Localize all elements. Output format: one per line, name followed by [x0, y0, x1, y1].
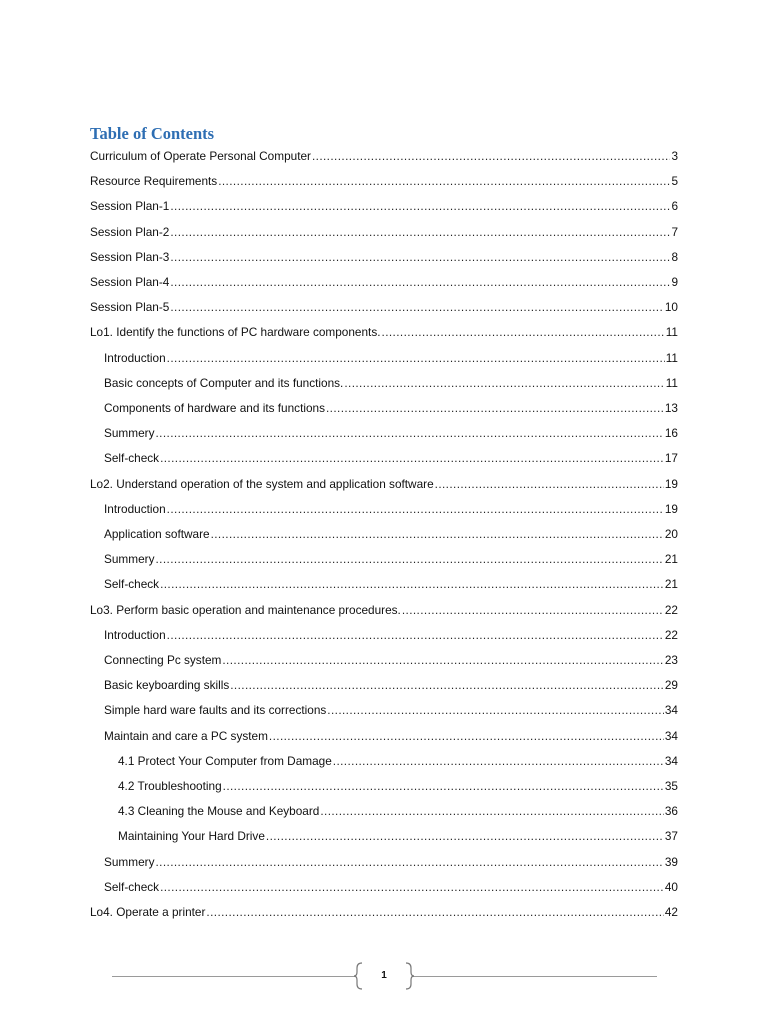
toc-entry-text: Session Plan-3 — [90, 249, 170, 264]
toc-entry-text: Introduction — [104, 350, 166, 365]
toc-entry-page: 6 — [671, 199, 678, 214]
toc-entry[interactable] — [104, 448, 678, 468]
toc-dot-leader — [344, 373, 664, 393]
toc-dot-leader — [170, 196, 670, 216]
toc-entry[interactable] — [90, 600, 678, 620]
toc-dot-leader — [170, 297, 664, 317]
toc-entry[interactable] — [90, 146, 678, 166]
toc-entry-page: 17 — [664, 451, 678, 466]
toc-dot-leader — [160, 448, 664, 468]
toc-dot-leader — [326, 398, 664, 418]
toc-entry-text: Lo1. Identify the functions of PC hardware components. — [90, 325, 381, 340]
toc-entry-page: 29 — [664, 678, 678, 693]
footer-rule-left — [112, 976, 356, 977]
toc-entry-text: 4.3 Cleaning the Mouse and Keyboard — [118, 804, 320, 819]
toc-dot-leader — [206, 902, 663, 922]
toc-entry-page: 8 — [671, 249, 678, 264]
toc-entry[interactable] — [104, 700, 678, 720]
toc-entry-page: 21 — [664, 552, 678, 567]
toc-entry[interactable] — [104, 549, 678, 569]
toc-dot-leader — [167, 499, 664, 519]
toc-entry-text: Session Plan-2 — [90, 224, 170, 239]
toc-dot-leader — [320, 801, 664, 821]
toc-entry[interactable] — [104, 625, 678, 645]
toc-entry-text: Maintain and care a PC system — [104, 728, 268, 743]
toc-entry[interactable] — [104, 675, 678, 695]
toc-entry-text: Simple hard ware faults and its corrections — [104, 703, 327, 718]
toc-dot-leader — [218, 171, 670, 191]
toc-entry-page: 7 — [671, 224, 678, 239]
toc-entry-text: Lo2. Understand operation of the system and application software — [90, 476, 434, 491]
toc-entry-page: 13 — [664, 401, 678, 415]
toc-entry-text: Introduction — [104, 627, 166, 642]
toc-entry-text: Summery — [104, 552, 155, 567]
toc-title: Table of Contents — [90, 124, 215, 143]
toc-entry[interactable] — [90, 272, 678, 292]
toc-entry[interactable] — [90, 171, 678, 191]
toc-entry-page: 3 — [671, 149, 678, 163]
toc-entry[interactable] — [90, 222, 678, 242]
toc-entry-text: Basic keyboarding skills — [104, 678, 230, 693]
toc-entry-page: 36 — [664, 804, 678, 819]
toc-entry[interactable] — [90, 247, 678, 267]
toc-dot-leader — [266, 826, 664, 846]
page-number-bracket — [354, 962, 414, 990]
toc-entry[interactable] — [104, 524, 678, 544]
toc-entry[interactable] — [118, 751, 678, 771]
page-number: 1 — [381, 970, 387, 981]
toc-entry-page: 11 — [665, 350, 678, 365]
toc-entry[interactable] — [90, 902, 678, 922]
toc-entry[interactable] — [118, 801, 678, 821]
toc-entry-text: Session Plan-1 — [90, 199, 170, 214]
toc-entry-page: 20 — [664, 527, 678, 541]
toc-dot-leader — [167, 348, 665, 368]
toc-entry[interactable] — [90, 297, 678, 317]
toc-entry-text: Connecting Pc system — [104, 653, 222, 667]
toc-dot-leader — [269, 726, 664, 746]
toc-entry-page: 34 — [664, 728, 678, 743]
toc-entry[interactable] — [104, 650, 678, 670]
toc-entry-text: Lo3. Perform basic operation and maintenance procedures. — [90, 602, 401, 617]
toc-entry[interactable] — [90, 196, 678, 216]
toc-entry-page: 35 — [664, 779, 678, 793]
toc-entry[interactable] — [104, 373, 678, 393]
toc-entry-page: 19 — [664, 501, 678, 516]
toc-dot-leader — [223, 776, 664, 796]
toc-entry-page: 5 — [671, 174, 678, 189]
toc-entry-page: 19 — [664, 476, 678, 491]
toc-entry-text: Summery — [104, 854, 155, 869]
toc-entry-text: Components of hardware and its functions — [104, 401, 325, 415]
toc-entry-page: 34 — [664, 753, 678, 768]
toc-entry-text: Lo4. Operate a printer — [90, 905, 206, 919]
toc-dot-leader — [155, 549, 663, 569]
toc-entry[interactable] — [104, 499, 678, 519]
toc-entry-page: 34 — [664, 703, 678, 718]
toc-entry-page: 11 — [665, 325, 678, 340]
toc-entry[interactable] — [118, 826, 678, 846]
toc-entry-text: Self-check — [104, 451, 160, 466]
toc-entry[interactable] — [90, 322, 678, 342]
toc-entry-text: Introduction — [104, 501, 166, 516]
toc-entry-text: Summery — [104, 426, 155, 441]
toc-entry[interactable] — [104, 726, 678, 746]
footer-rule-right — [412, 976, 657, 977]
toc-entry-text: Maintaining Your Hard Drive — [118, 829, 265, 844]
toc-entry-page: 22 — [664, 602, 678, 617]
toc-entry-page: 37 — [664, 829, 678, 844]
toc-entry[interactable] — [104, 574, 678, 594]
toc-entry[interactable] — [104, 852, 678, 872]
toc-dot-leader — [402, 600, 664, 620]
toc-entry[interactable] — [90, 474, 678, 494]
toc-entry[interactable] — [104, 348, 678, 368]
toc-dot-leader — [382, 322, 665, 342]
toc-dot-leader — [230, 675, 664, 695]
toc-entry-page: 21 — [664, 577, 678, 592]
toc-entry[interactable] — [118, 776, 678, 796]
toc-dot-leader — [160, 877, 664, 897]
toc-dot-leader — [312, 146, 670, 166]
toc-dot-leader — [170, 247, 670, 267]
toc-entry-page: 10 — [664, 300, 678, 315]
toc-entry-text: Curriculum of Operate Personal Computer — [90, 149, 311, 163]
toc-dot-leader — [435, 474, 664, 494]
toc-entry[interactable] — [104, 877, 678, 897]
toc-dot-leader — [155, 423, 663, 443]
toc-dot-leader — [327, 700, 664, 720]
toc-entry-text: 4.2 Troubleshooting — [118, 779, 222, 793]
toc-entry-text: Self-check — [104, 879, 160, 894]
toc-dot-leader — [211, 524, 664, 544]
toc-entry-text: Resource Requirements — [90, 174, 218, 189]
toc-dot-leader — [167, 625, 664, 645]
toc-entry-text: Session Plan-5 — [90, 300, 170, 315]
toc-entry-text: Self-check — [104, 577, 160, 592]
toc-entry-page: 9 — [671, 275, 678, 289]
toc-entry-text: 4.1 Protect Your Computer from Damage — [118, 753, 332, 768]
toc-dot-leader — [160, 574, 664, 594]
toc-entry[interactable] — [104, 423, 678, 443]
toc-entry-page: 23 — [664, 653, 678, 667]
toc-entry-page: 16 — [664, 426, 678, 441]
toc-entry-text: Basic concepts of Computer and its functions. — [104, 375, 344, 390]
toc-dot-leader — [155, 852, 663, 872]
toc-dot-leader — [170, 222, 670, 242]
toc-entry-page: 22 — [664, 627, 678, 642]
toc-entry-page: 11 — [665, 375, 678, 390]
toc-dot-leader — [333, 751, 664, 771]
toc-entry[interactable] — [104, 398, 678, 418]
toc-entry-page: 39 — [664, 854, 678, 869]
toc-entry-text: Session Plan-4 — [90, 275, 170, 289]
toc-dot-leader — [222, 650, 664, 670]
toc-dot-leader — [170, 272, 670, 292]
toc-entry-text: Application software — [104, 527, 210, 541]
toc-entry-page: 42 — [664, 905, 678, 919]
toc-entry-page: 40 — [664, 879, 678, 894]
